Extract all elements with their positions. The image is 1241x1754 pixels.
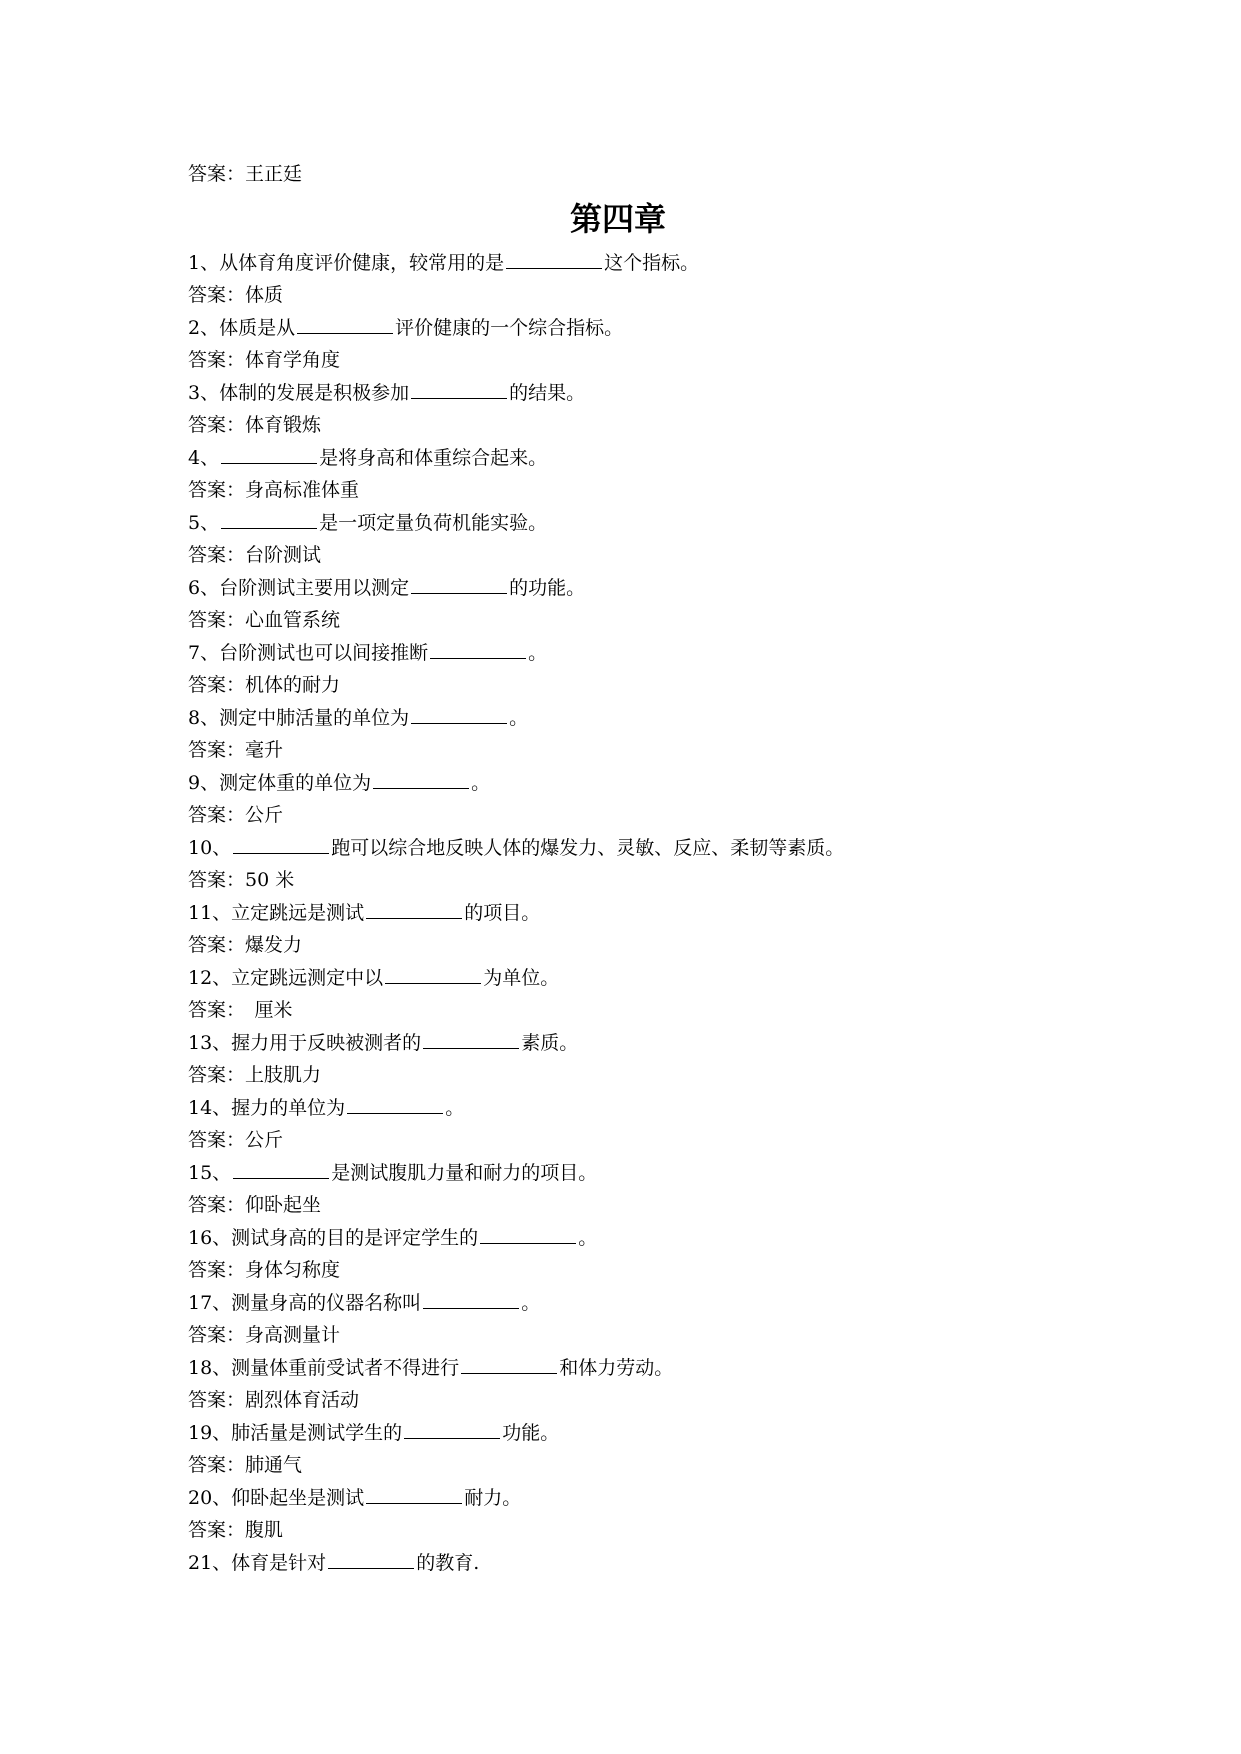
fill-blank — [297, 314, 393, 334]
answer-line: 答案：台阶测试 — [188, 544, 322, 566]
answer-line: 答案：上肢肌力 — [188, 1064, 322, 1086]
question-text: 2、体质是从 — [188, 316, 296, 339]
question-text: 跑可以综合地反映人体的爆发力、灵敏、反应、柔韧等素质。 — [331, 836, 845, 859]
answer-line: 答案：体质 — [188, 284, 284, 306]
question-text: 6、台阶测试主要用以测定 — [188, 576, 410, 599]
answer-line: 答案：机体的耐力 — [188, 674, 341, 696]
answer-line: 答案：体育锻炼 — [188, 414, 322, 436]
fill-blank — [480, 1224, 576, 1244]
fill-blank — [506, 249, 602, 269]
question-line — [188, 637, 1088, 670]
question-text: 。 — [521, 1291, 541, 1314]
answer-line: 答案：心血管系统 — [188, 609, 341, 631]
fill-blank — [430, 639, 526, 659]
fill-blank — [221, 509, 317, 529]
question-text: 4、 — [188, 446, 220, 469]
question-text: 14、握力的单位为 — [188, 1096, 346, 1119]
question-text: 21、体育是针对 — [188, 1551, 327, 1574]
fill-blank — [366, 899, 462, 919]
question-text: 是测试腹肌力量和耐力的项目。 — [331, 1161, 598, 1184]
fill-blank — [411, 574, 507, 594]
question-text: 的教育. — [416, 1551, 480, 1574]
question-list — [188, 247, 1088, 1547]
question-line — [188, 897, 1088, 930]
question-text: 的项目。 — [464, 901, 541, 924]
fill-blank — [233, 1159, 329, 1179]
question-text: 。 — [471, 771, 491, 794]
fill-blank — [385, 964, 481, 984]
fill-blank — [347, 1094, 443, 1114]
question-line — [188, 1222, 1088, 1255]
question-text: 11、立定跳远是测试 — [188, 901, 365, 924]
question-text: 16、测试身高的目的是评定学生的 — [188, 1226, 479, 1249]
chapter-title: 第四章 — [569, 199, 666, 238]
question-text: 7、台阶测试也可以间接推断 — [188, 641, 429, 664]
question-line — [188, 1027, 1088, 1060]
fill-blank — [328, 1549, 414, 1569]
question-text: 。 — [528, 641, 548, 664]
question-line — [188, 1417, 1088, 1450]
answer-line: 答案：身高测量计 — [188, 1324, 341, 1346]
question-text: 为单位。 — [483, 966, 560, 989]
question-text: 8、测定中肺活量的单位为 — [188, 706, 410, 729]
question-line — [188, 507, 1088, 540]
fill-blank — [366, 1484, 462, 1504]
question-text: 10、 — [188, 836, 232, 859]
question-text: 12、立定跳远测定中以 — [188, 966, 384, 989]
question-line — [188, 1157, 1088, 1190]
question-line — [188, 1287, 1088, 1320]
question-text: 是一项定量负荷机能实验。 — [319, 511, 548, 534]
question-text: 5、 — [188, 511, 220, 534]
answer-line: 答案：爆发力 — [188, 934, 303, 956]
question-text: 的功能。 — [509, 576, 586, 599]
question-text: 17、测量身高的仪器名称叫 — [188, 1291, 422, 1314]
fill-blank — [461, 1354, 557, 1374]
question-text: 素质。 — [521, 1031, 579, 1054]
fill-blank — [404, 1419, 500, 1439]
question-line — [188, 1092, 1088, 1125]
question-text: 18、测量体重前受试者不得进行 — [188, 1356, 460, 1379]
answer-line: 答案：公斤 — [188, 1129, 284, 1151]
answer-line: 答案：毫升 — [188, 739, 284, 761]
fill-blank — [221, 444, 317, 464]
answer-line: 答案：身体匀称度 — [188, 1259, 341, 1281]
question-text: 评价健康的一个综合指标。 — [395, 316, 624, 339]
question-text: 19、肺活量是测试学生的 — [188, 1421, 403, 1444]
fill-blank — [423, 1029, 519, 1049]
answer-line: 答案：身高标准体重 — [188, 479, 360, 501]
answer-line: 答案：剧烈体育活动 — [188, 1389, 360, 1411]
question-text: 13、握力用于反映被测者的 — [188, 1031, 422, 1054]
answer-line: 答案：体育学角度 — [188, 349, 341, 371]
fill-blank — [423, 1289, 519, 1309]
question-text: 耐力。 — [464, 1486, 522, 1509]
question-line — [188, 247, 1088, 280]
question-text: 1、从体育角度评价健康，较常用的是 — [188, 251, 505, 274]
question-line — [188, 832, 1088, 865]
question-text: 和体力劳动。 — [559, 1356, 674, 1379]
question-text: 这个指标。 — [604, 251, 700, 274]
question-text: 。 — [445, 1096, 465, 1119]
question-line — [188, 702, 1088, 735]
document-page — [188, 158, 1088, 1579]
question-line — [188, 312, 1088, 345]
question-text: 。 — [578, 1226, 598, 1249]
question-line — [188, 767, 1088, 800]
question-line — [188, 377, 1088, 410]
question-line — [188, 442, 1088, 475]
answer-line: 答案：公斤 — [188, 804, 284, 826]
previous-answer: 答案：王正廷 — [188, 163, 303, 185]
fill-blank — [233, 834, 329, 854]
fill-blank — [373, 769, 469, 789]
fill-blank — [411, 704, 507, 724]
question-text: 功能。 — [502, 1421, 560, 1444]
question-line — [188, 572, 1088, 605]
question-line — [188, 1482, 1088, 1515]
question-line-21 — [188, 1547, 1088, 1580]
question-text: 9、测定体重的单位为 — [188, 771, 372, 794]
answer-line: 答案：仰卧起坐 — [188, 1194, 322, 1216]
question-line — [188, 1352, 1088, 1385]
answer-line: 答案： 厘米 — [188, 999, 293, 1021]
question-text: 是将身高和体重综合起来。 — [319, 446, 548, 469]
question-line — [188, 962, 1088, 995]
question-text: 的结果。 — [509, 381, 586, 404]
question-text: 15、 — [188, 1161, 232, 1184]
fill-blank — [411, 379, 507, 399]
question-text: 3、体制的发展是积极参加 — [188, 381, 410, 404]
answer-line: 答案：肺通气 — [188, 1454, 303, 1476]
question-text: 20、仰卧起坐是测试 — [188, 1486, 365, 1509]
question-text: 。 — [509, 706, 529, 729]
answer-line: 答案：50 米 — [188, 869, 295, 891]
answer-line: 答案：腹肌 — [188, 1519, 284, 1541]
